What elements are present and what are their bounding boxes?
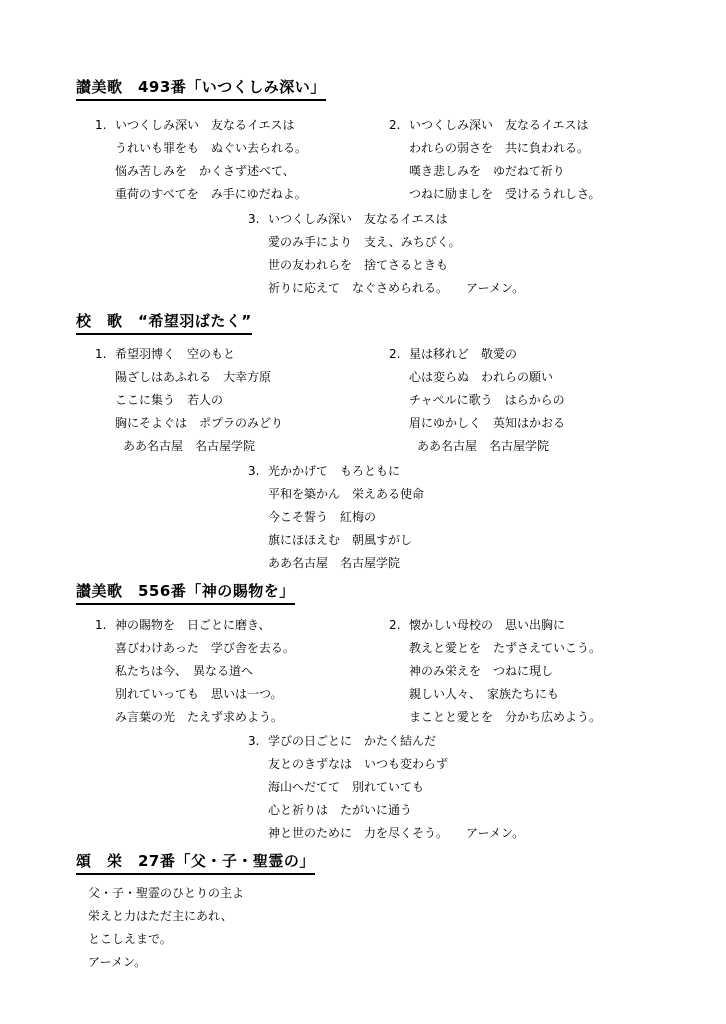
verse-line: 教えと愛とを たずさえていこう。 — [409, 641, 602, 655]
verse-number: 2. — [389, 347, 401, 361]
verse-line: 神のみ栄えを つねに現し — [409, 664, 554, 678]
verse-line: 懐かしい母校の 思い出胸に — [409, 618, 566, 632]
verse-line: 友とのきずなは いつも変わらず — [268, 757, 449, 771]
school-song-verse-2 — [389, 343, 565, 458]
verse-line: 心は変らぬ われらの願い — [409, 370, 554, 384]
doxology-27-title: 頌 栄 27番「父・子・聖霊の」 — [76, 850, 315, 875]
verse-line: 陽ざしはあふれる 大幸方原 — [115, 370, 272, 384]
school-song-verse-3 — [248, 460, 424, 575]
verse-line: うれいも罪をも ぬぐい去られる。 — [115, 141, 308, 155]
verse-line: 心と祈りは たがいに通う — [268, 803, 413, 817]
verse-line: 今こそ誓う 紅梅の — [268, 510, 377, 524]
verse-line: 学びの日ごとに かたく結んだ — [268, 734, 437, 748]
verse-line: 愛のみ手により 支え、みちびく。 — [268, 235, 461, 249]
verse-line: ああ名古屋 名古屋学院 — [123, 439, 256, 453]
verse-number: 3. — [248, 212, 260, 226]
verse-line: 胸にそよぐは ポプラのみどり — [115, 416, 284, 430]
verse-number: 2. — [389, 118, 401, 132]
verse-line: 海山へだてて 別れていても — [268, 780, 425, 794]
verse-line: 栄えと力はただ主にあれ、 — [88, 909, 233, 923]
hymn-556-verse-3 — [248, 730, 524, 845]
hymn-493-title: 讃美歌 493番「いつくしみ深い」 — [76, 76, 326, 101]
verse-line: 希望羽博く 空のもと — [115, 347, 236, 361]
verse-number: 3. — [248, 734, 260, 748]
verse-line: まことと愛とを 分かち広めよう。 — [409, 710, 602, 724]
verse-number: 1. — [95, 347, 107, 361]
hymn-493-verse-1 — [95, 114, 307, 206]
verse-line: 眉にゆかしく 英知はかおる — [409, 416, 566, 430]
verse-line: いつくしみ深い 友なるイエスは — [268, 212, 448, 226]
verse-line: とこしえまで。 — [88, 932, 172, 946]
verse-line: いつくしみ深い 友なるイエスは — [409, 118, 589, 132]
verse-line: 喜びわけあった 学び舎を去る。 — [115, 641, 295, 655]
verse-number: 1. — [95, 618, 107, 632]
verse-line: ああ名古屋 名古屋学院 — [417, 439, 550, 453]
verse-line: 平和を築かん 栄えある使命 — [268, 487, 425, 501]
verse-line: 神と世のために 力を尽くそう。 アーメン。 — [268, 826, 525, 840]
verse-number: 1. — [95, 118, 107, 132]
verse-line: 神の賜物を 日ごとに磨き、 — [115, 618, 271, 632]
school-song-title: 校 歌 “希望羽ばたく” — [76, 310, 252, 335]
hymn-556-verse-1 — [95, 614, 295, 729]
verse-line: 旗にほほえむ 朝風すがし — [268, 533, 413, 547]
hymn-556-title: 讃美歌 556番「神の賜物を」 — [76, 580, 295, 605]
verse-line: 光かかげて もろともに — [268, 464, 401, 478]
verse-line: 父・子・聖霊のひとりの主よ — [88, 886, 245, 900]
verse-line: 私たちは今、 異なる道へ — [115, 664, 254, 678]
verse-line: 祈りに応えて なぐさめられる。 アーメン。 — [268, 281, 525, 295]
verse-line: チャペルに歌う はらからの — [409, 393, 565, 407]
doxology-27-text — [88, 882, 244, 974]
verse-line: み言葉の光 たえず求めよう。 — [115, 710, 284, 724]
verse-line: 悩み苦しみを かくさず述べて、 — [115, 164, 295, 178]
verse-line: ここに集う 若人の — [115, 393, 224, 407]
verse-line: つねに励ましを 受けるうれしさ。 — [409, 187, 601, 201]
school-song-verse-1 — [95, 343, 283, 458]
verse-line: アーメン。 — [88, 955, 147, 969]
hymn-556-verse-2 — [389, 614, 601, 729]
hymn-493-verse-3 — [248, 208, 524, 300]
verse-line: 親しい人々、 家族たちにも — [409, 687, 560, 701]
verse-number: 2. — [389, 618, 401, 632]
verse-line: ああ名古屋 名古屋学院 — [268, 556, 401, 570]
verse-line: 星は移れど 敬愛の — [409, 347, 518, 361]
verse-line: 別れていっても 思いは一つ。 — [115, 687, 283, 701]
verse-line: 重荷のすべてを み手にゆだねよ。 — [115, 187, 307, 201]
verse-line: 世の友われらを 捨てさるときも — [268, 258, 449, 272]
verse-number: 3. — [248, 464, 260, 478]
verse-line: 嘆き悲しみを ゆだねて祈り — [409, 164, 565, 178]
verse-line: いつくしみ深い 友なるイエスは — [115, 118, 295, 132]
hymn-493-verse-2 — [389, 114, 601, 206]
verse-line: われらの弱さを 共に負われる。 — [409, 141, 590, 155]
